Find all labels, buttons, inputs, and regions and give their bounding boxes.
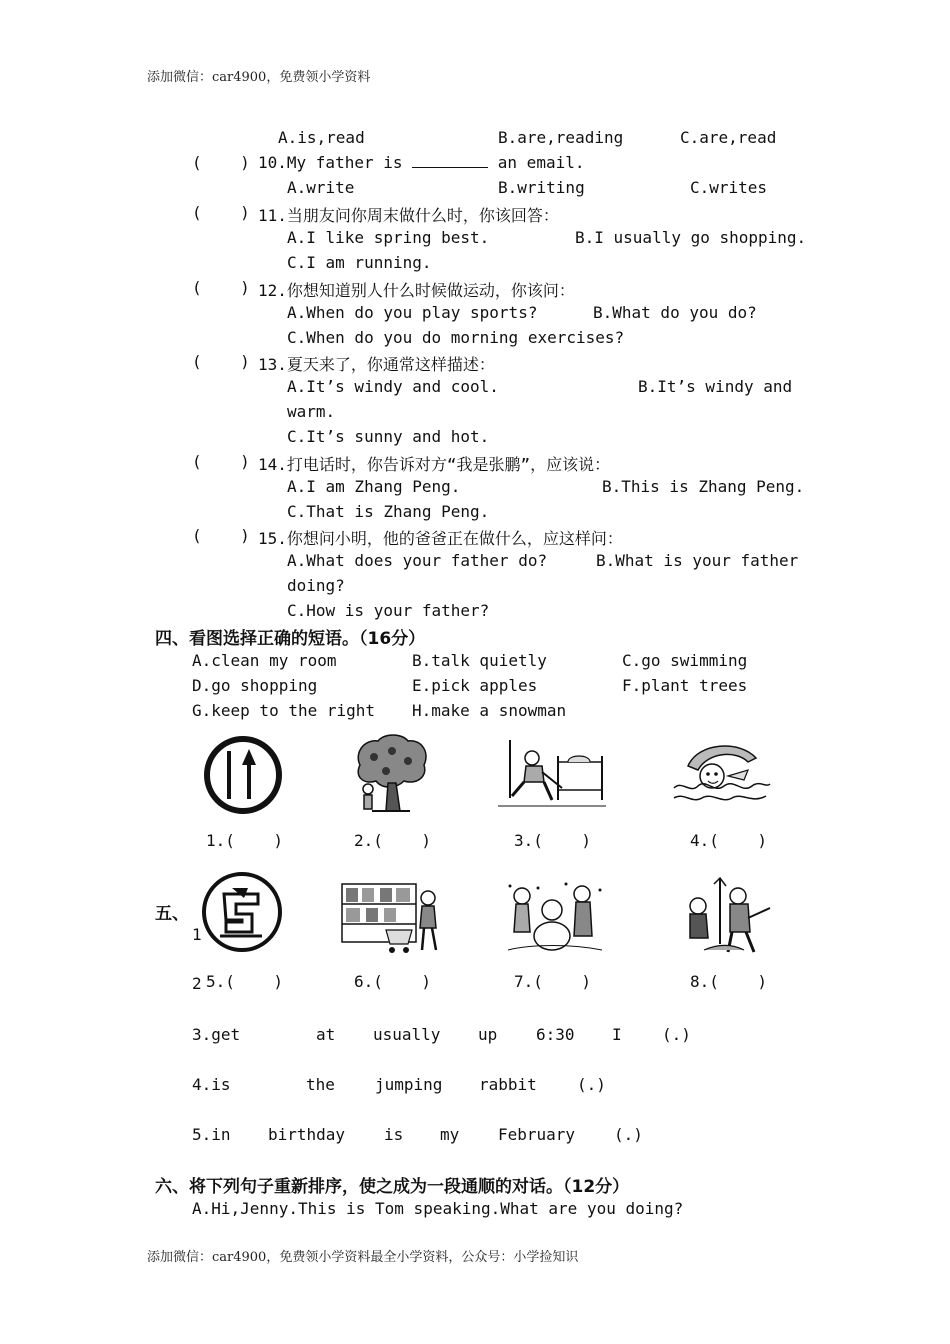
answer-paren[interactable]: ( ) (192, 153, 250, 172)
option-continued: warm. (287, 402, 336, 421)
punctuation-hint: (.) (577, 1075, 606, 1094)
phrase-option: G.keep to the right (192, 701, 376, 720)
picture-answer-blank[interactable]: 2.( ) (354, 831, 432, 850)
word-token: up (478, 1025, 498, 1044)
dialogue-line-a: A.Hi,Jenny.This is Tom speaking.What are you doing? (192, 1199, 684, 1218)
option: B.writing (498, 178, 585, 197)
answer-paren[interactable]: ( ) (192, 452, 250, 471)
word-token: 3.get (192, 1025, 241, 1044)
option: A.write (287, 178, 355, 197)
word-token: at (316, 1025, 336, 1044)
option: A.I am Zhang Peng. (287, 477, 461, 496)
option: A.When do you play sports? (287, 303, 538, 322)
question-stem (258, 153, 584, 172)
planting-trees-image (684, 874, 772, 956)
q9-option-b: B.are,reading (498, 128, 624, 147)
question-stem: 11.当朋友问你周末做什么时，你该回答： (258, 206, 559, 225)
option: C.That is Zhang Peng. (287, 502, 490, 521)
picture-answer-blank[interactable]: 7.( ) (514, 972, 592, 991)
option: B.It’s windy and (638, 377, 793, 396)
q10-stem-start: 10.My father is (258, 153, 403, 172)
option: C.When do you do morning exercises? (287, 328, 625, 347)
word-token: I (612, 1025, 622, 1044)
option: C.It’s sunny and hot. (287, 427, 490, 446)
phrase-option: A.clean my room (192, 651, 337, 670)
phrase-option: H.make a snowman (412, 701, 567, 720)
punctuation-hint: (.) (662, 1025, 691, 1044)
phrase-option: F.plant trees (622, 676, 748, 695)
word-token: the (306, 1075, 335, 1094)
word-token: 6:30 (536, 1025, 575, 1044)
question-stem: 14.打电话时，你告诉对方“我是张鹏”，应该说： (258, 455, 611, 474)
answer-paren[interactable]: ( ) (192, 352, 250, 371)
question-stem: 12.你想知道别人什么时候做运动，你该问： (258, 281, 575, 300)
option: B.What do you do? (593, 303, 757, 322)
phrase-option: D.go shopping (192, 676, 318, 695)
section5-item1-fragment: 1 (192, 925, 202, 944)
picture-answer-blank[interactable]: 8.( ) (690, 972, 768, 991)
apple-tree-image (352, 733, 430, 817)
option: C.I am running. (287, 253, 432, 272)
picture-answer-blank[interactable]: 5.( ) (206, 972, 284, 991)
option: B.This is Zhang Peng. (602, 477, 805, 496)
snowman-image (502, 880, 606, 954)
word-token: February (498, 1125, 576, 1144)
word-token: my (440, 1125, 460, 1144)
option: B.What is your father (596, 551, 799, 570)
option: A.I like spring best. (287, 228, 490, 247)
clean-room-image (498, 738, 606, 812)
option-continued: doing? (287, 576, 345, 595)
option: C.writes (690, 178, 768, 197)
word-token: 5.in (192, 1125, 231, 1144)
word-token: is (384, 1125, 404, 1144)
option: B.I usually go shopping. (575, 228, 807, 247)
q10-stem-end: an email. (497, 153, 585, 172)
quiet-sign-image (200, 870, 284, 954)
shopping-image (340, 880, 444, 954)
phrase-option: C.go swimming (622, 651, 748, 670)
question-stem: 13.夏天来了，你通常这样描述： (258, 355, 495, 374)
phrase-option: B.talk quietly (412, 651, 547, 670)
question-stem: 15.你想问小明，他的爸爸正在做什么，应这样问： (258, 529, 623, 548)
picture-answer-blank[interactable]: 1.( ) (206, 831, 284, 850)
picture-answer-blank[interactable]: 4.( ) (690, 831, 768, 850)
answer-paren[interactable]: ( ) (192, 526, 250, 545)
option: C.How is your father? (287, 601, 490, 620)
section6-title: 六、将下列句子重新排序，使之成为一段通顺的对话。（12分） (155, 1177, 630, 1197)
punctuation-hint: (.) (614, 1125, 643, 1144)
answer-paren[interactable]: ( ) (192, 203, 250, 222)
phrase-option: E.pick apples (412, 676, 538, 695)
picture-answer-blank[interactable]: 6.( ) (354, 972, 432, 991)
keep-right-sign-image (201, 733, 285, 817)
option: A.It’s windy and cool. (287, 377, 499, 396)
option: A.What does your father do? (287, 551, 548, 570)
fill-blank[interactable] (412, 153, 488, 168)
q9-option-a: A.is,read (278, 128, 365, 147)
swimming-image (668, 736, 772, 812)
q9-option-c: C.are,read (680, 128, 777, 147)
section5-item2-fragment: 2 (192, 974, 202, 993)
word-token: rabbit (479, 1075, 537, 1094)
picture-answer-blank[interactable]: 3.( ) (514, 831, 592, 850)
section5-title-fragment: 五、 (155, 904, 189, 924)
word-token: usually (373, 1025, 441, 1044)
page-footer: 添加微信：car4900，免费领小学资料最全小学资料，公众号：小学捡知识 (147, 1250, 579, 1265)
word-token: 4.is (192, 1075, 231, 1094)
word-token: birthday (268, 1125, 346, 1144)
section4-title: 四、看图选择正确的短语。（16分） (155, 629, 426, 649)
page-header: 添加微信：car4900，免费领小学资料 (147, 70, 371, 85)
answer-paren[interactable]: ( ) (192, 278, 250, 297)
word-token: jumping (375, 1075, 443, 1094)
